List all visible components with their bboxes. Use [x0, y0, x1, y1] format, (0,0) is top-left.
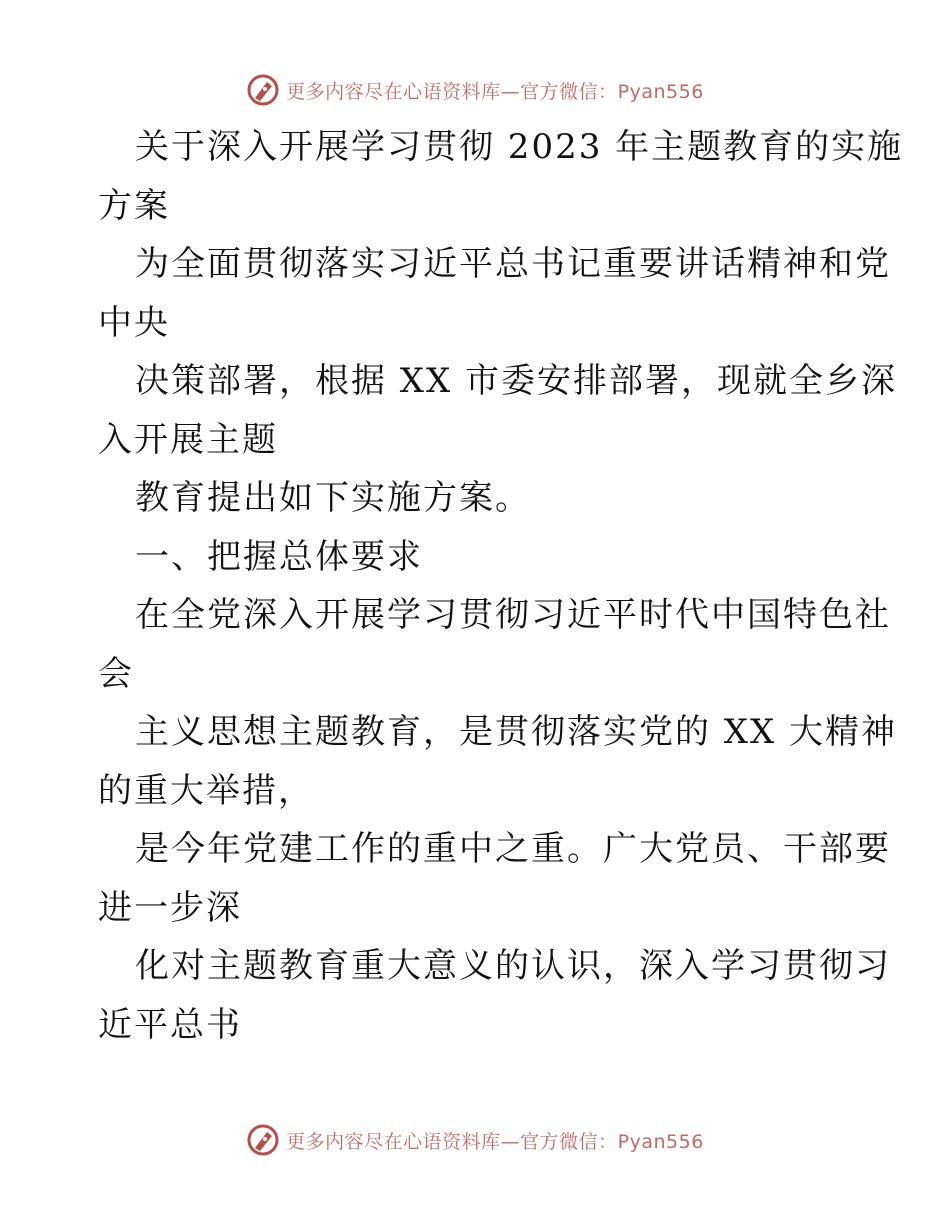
text-line: 教育提出如下实施方案。	[135, 478, 531, 518]
text-line: 是今年党建工作的重中之重。广大党员、干部要	[135, 829, 891, 869]
text-line: 中央	[98, 302, 170, 343]
text-line: 会	[98, 653, 134, 694]
watermark-text: 更多内容尽在心语资料库—官方微信：Pyan556	[286, 1130, 704, 1153]
watermark-banner-top	[0, 70, 950, 110]
text-line: 进一步深	[98, 887, 242, 928]
pen-nib-logo-icon	[246, 73, 280, 107]
text-line: 的重大举措，	[98, 770, 314, 811]
text-line: 决策部署，根据 XX 市委安排部署，现就全乡深	[135, 361, 898, 401]
text-line: 为全面贯彻落实习近平总书记重要讲话精神和党	[135, 244, 891, 284]
document-body	[98, 118, 904, 1054]
text-line: 化对主题教育重大意义的认识，深入学习贯彻习	[135, 946, 891, 986]
text-line: 关于深入开展学习贯彻 2023 年主题教育的实施	[135, 127, 904, 167]
text-line: 在全党深入开展学习贯彻习近平时代中国特色社	[135, 595, 891, 635]
text-line: 入开展主题	[98, 419, 278, 460]
pen-nib-logo-icon	[246, 1123, 280, 1157]
watermark-banner-bottom	[0, 1120, 950, 1160]
text-line: 一、把握总体要求	[135, 536, 423, 577]
text-line: 近平总书	[98, 1004, 242, 1045]
text-line: 方案	[98, 185, 170, 226]
text-line: 主义思想主题教育，是贯彻落实党的 XX 大精神	[135, 712, 898, 752]
watermark-text: 更多内容尽在心语资料库—官方微信：Pyan556	[286, 80, 704, 103]
